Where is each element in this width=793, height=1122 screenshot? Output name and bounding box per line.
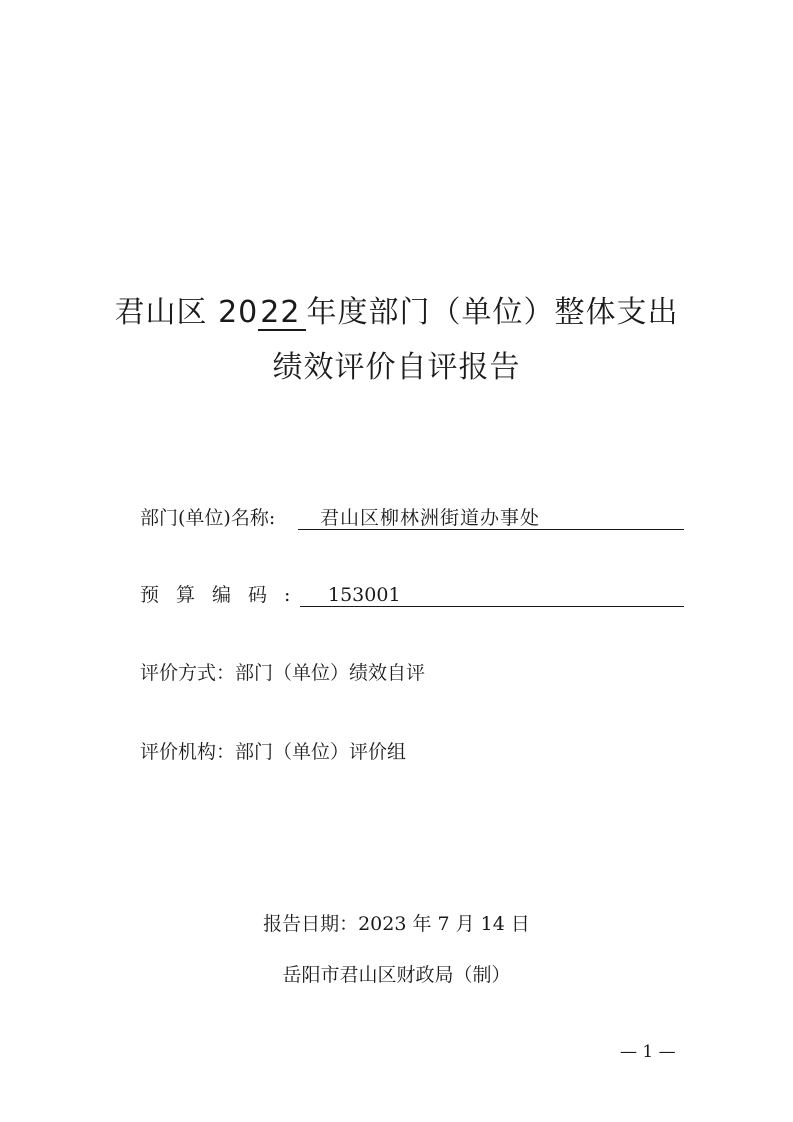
report-title-line-1	[0, 293, 793, 333]
report-title-line-2: 绩效评价自评报告	[272, 350, 521, 385]
issuing-authority: 岳阳市君山区财政局（制）	[282, 964, 511, 986]
title-year-fill: 22	[258, 297, 306, 331]
budget-code-value: 153001	[300, 581, 684, 607]
budget-code-label	[140, 584, 290, 606]
department-name-row	[140, 504, 541, 532]
title-prefix: 君山区 20	[114, 295, 259, 330]
budget-code-label-char: :	[284, 584, 291, 606]
title-suffix: 年度部门（单位）整体支出	[306, 295, 679, 330]
department-name-value: 君山区柳林洲街道办事处	[298, 504, 684, 530]
department-name-label: 部门(单位)名称:	[140, 507, 276, 529]
budget-code-label-char: 码	[248, 584, 268, 606]
budget-code-label-char: 算	[176, 584, 196, 606]
budget-code-label-char: 预	[140, 584, 160, 606]
budget-code-row	[140, 581, 401, 609]
evaluation-organization-row: 评价机构：部门（单位）评价组	[140, 741, 407, 763]
budget-code-label-char: 编	[212, 584, 232, 606]
report-date: 报告日期：2023 年 7 月 14 日	[263, 913, 530, 935]
page-number: — 1 —	[620, 1042, 676, 1062]
evaluation-method-row: 评价方式：部门（单位）绩效自评	[140, 662, 426, 684]
